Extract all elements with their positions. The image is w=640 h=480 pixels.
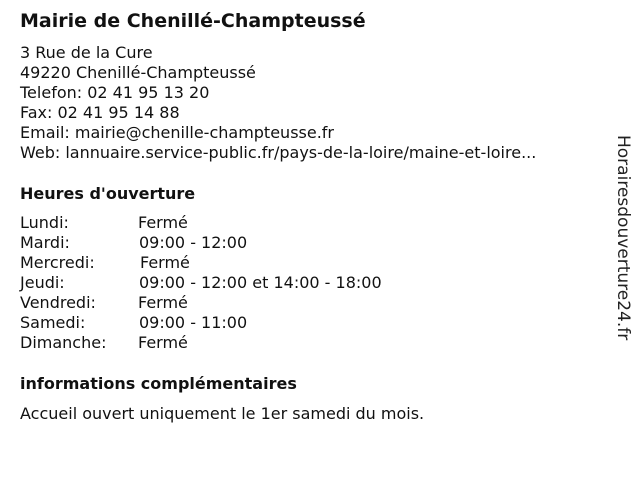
hours-value: Fermé <box>138 333 188 352</box>
city-address: 49220 Chenillé-Champteussé <box>20 63 256 82</box>
phone-number: Telefon: 02 41 95 13 20 <box>20 83 210 102</box>
additional-info-heading: informations complémentaires <box>20 374 297 393</box>
watermark-text: Horairesdouverture24.fr <box>613 135 633 341</box>
hours-value: 09:00 - 12:00 et 14:00 - 18:00 <box>139 273 382 292</box>
hours-value: Fermé <box>140 253 190 272</box>
watermark <box>612 135 636 371</box>
additional-info-text: Accueil ouvert uniquement le 1er samedi du mois. <box>20 404 425 423</box>
day-label: Lundi: <box>20 213 69 232</box>
opening-hours-heading: Heures d'ouverture <box>20 184 196 203</box>
day-label: Jeudi: <box>20 273 65 292</box>
day-label: Dimanche: <box>20 333 107 352</box>
fax-number: Fax: 02 41 95 14 88 <box>20 103 180 122</box>
day-label: Vendredi: <box>20 293 96 312</box>
day-label: Mardi: <box>20 233 70 252</box>
page-title: Mairie de Chenillé-Champteussé <box>20 10 366 32</box>
day-label: Mercredi: <box>20 253 95 272</box>
hours-value: Fermé <box>138 213 188 232</box>
street-address: 3 Rue de la Cure <box>20 43 153 62</box>
hours-value: Fermé <box>138 293 188 312</box>
day-label: Samedi: <box>20 313 86 332</box>
website-link: Web: lannuaire.service-public.fr/pays-de-la-loire/maine-et-loire... <box>20 143 537 162</box>
hours-value: 09:00 - 11:00 <box>139 313 248 332</box>
hours-value: 09:00 - 12:00 <box>139 233 248 252</box>
email-address: Email: mairie@chenille-champteusse.fr <box>20 123 334 142</box>
contact-block <box>20 43 536 163</box>
